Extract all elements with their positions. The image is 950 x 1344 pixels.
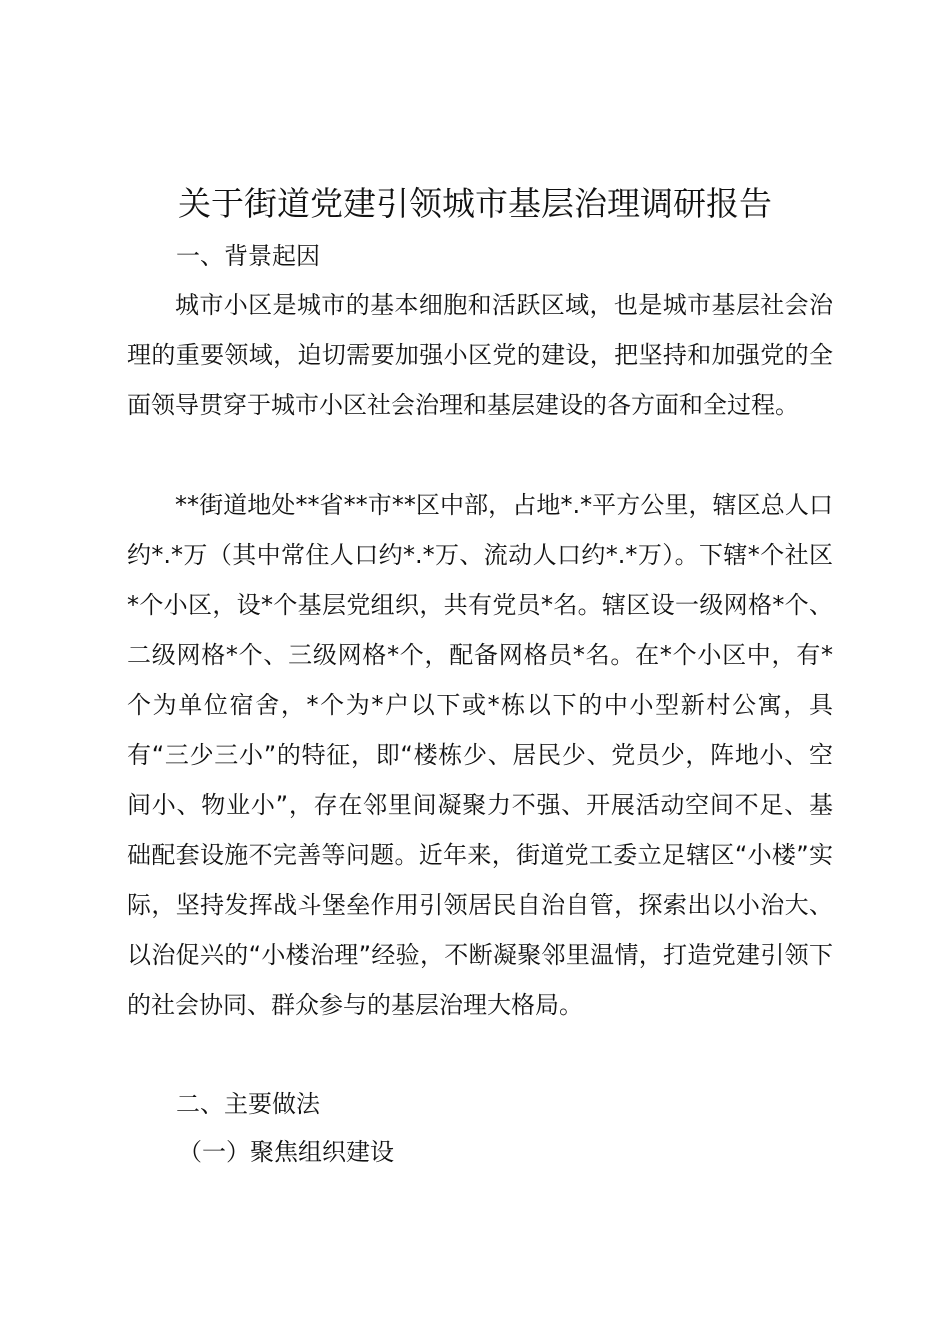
paragraph-1: 城市小区是城市的基本细胞和活跃区域，也是城市基层社会治理的重要领域，迫切需要加强小区党的建设，把坚持和加强党的全面领导贯穿于城市小区社会治理和基层建设的各方面和全过程。: [127, 291, 833, 419]
section-heading-main-practices: 二、主要做法: [176, 1090, 320, 1118]
document-title: 关于街道党建引领城市基层治理调研报告: [178, 184, 772, 223]
paragraph-2: **街道地处**省**市**区中部，占地*.*平方公里，辖区总人口约*.*万（其中常住人口约*.*万、流动人口约*.*万）。下辖*个社区*个小区，设*个基层党组织，共有党员*名。辖区设一级网格*个、二级网格*个、三级网格*个，配备网格员*名。在*个小区中，有*个为单位宿舍，*个为*户以下或*栋以下的中小型新村公寓，具有“三少三小”的特征，即“楼栋少、居民少、党员少，阵地小、空间小、物业小”，存在邻里间凝聚力不强、开展活动空间不足、基础配套设施不完善等问题。近年来，街道党工委立足辖区“小楼”实际，坚持发挥战斗堡垒作用引领居民自治自管，探索出以小治大、以治促兴的“小楼治理”经验，不断凝聚邻里温情，打造党建引领下的社会协同、群众参与的基层治理大格局。: [127, 491, 833, 1019]
section-heading-background: 一、背景起因: [176, 242, 320, 270]
subsection-heading-organization: （一）聚焦组织建设: [178, 1138, 394, 1166]
